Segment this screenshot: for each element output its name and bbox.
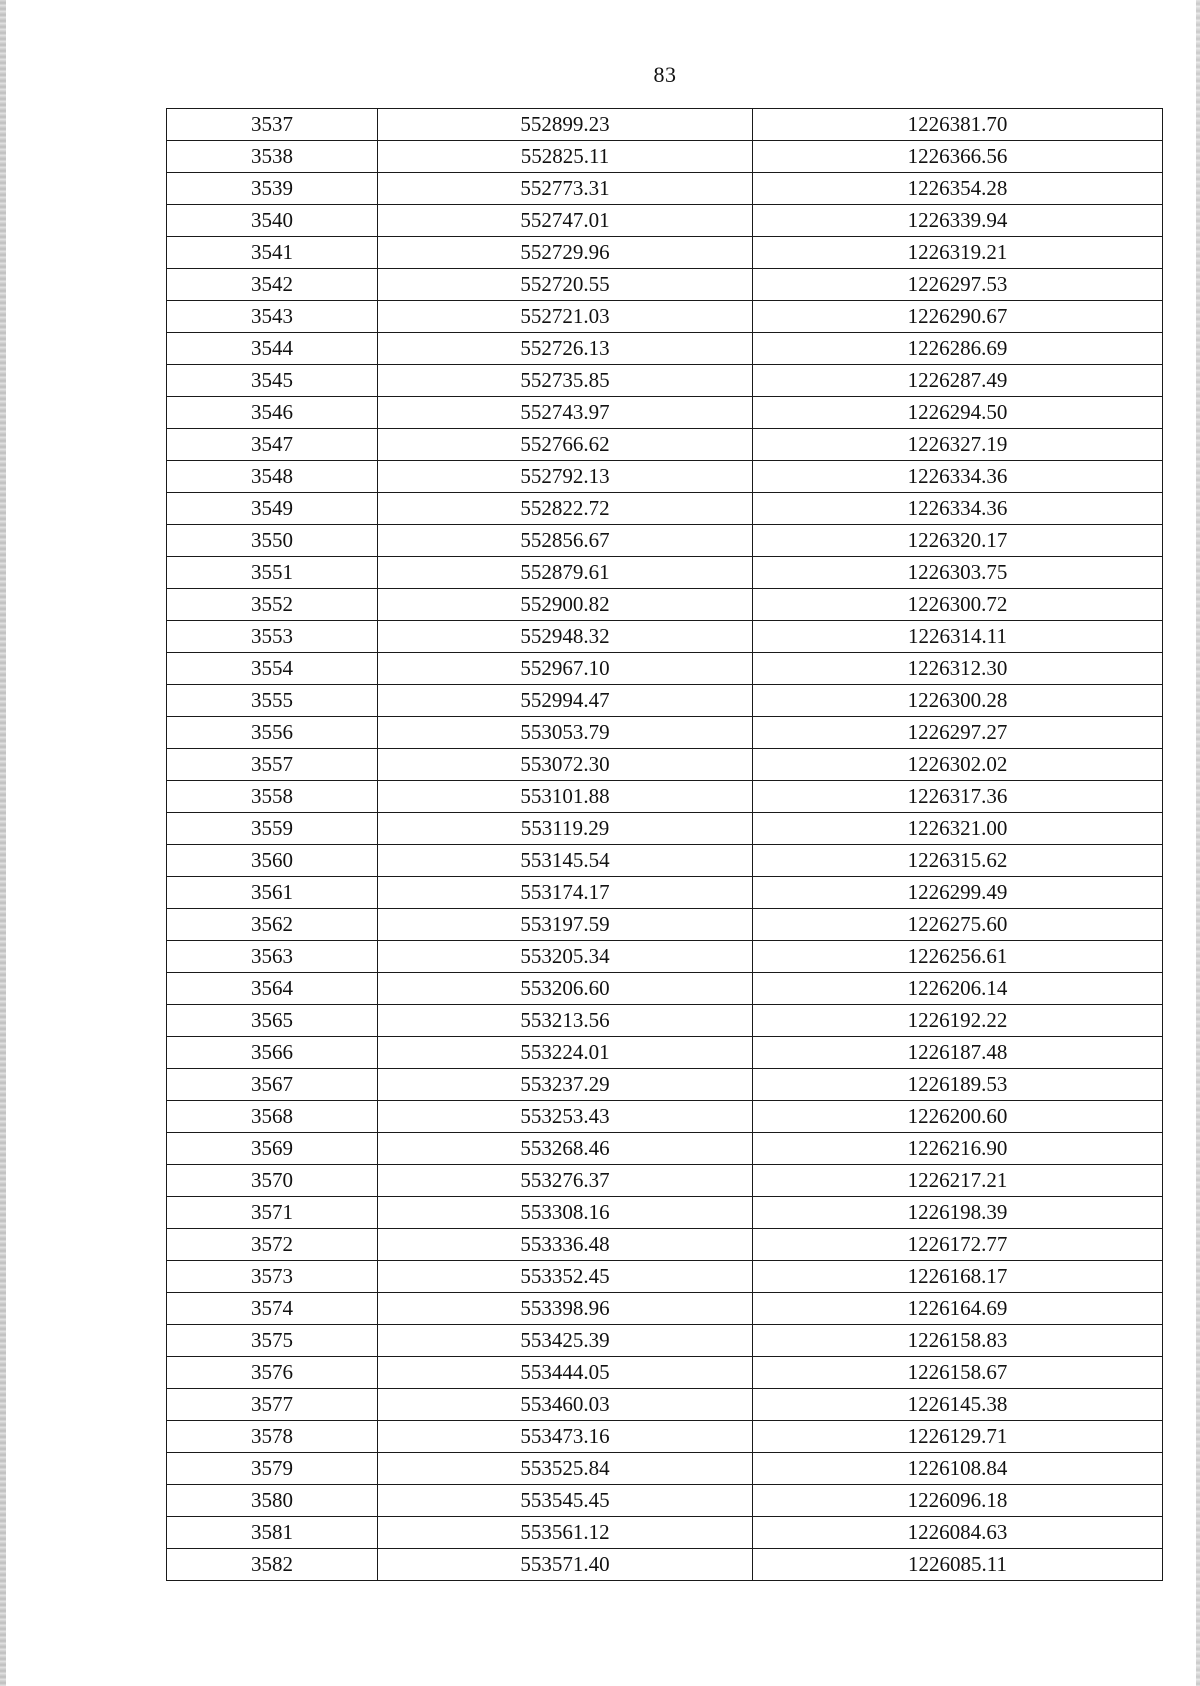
x-coordinate-cell: 553072.30 [378,749,753,781]
x-coordinate-cell: 552879.61 [378,557,753,589]
x-coordinate-cell: 552994.47 [378,685,753,717]
x-coordinate-cell: 552967.10 [378,653,753,685]
point-number-cell: 3570 [167,1165,378,1197]
point-number-cell: 3566 [167,1037,378,1069]
point-number-cell: 3579 [167,1453,378,1485]
table-row [167,1453,1163,1485]
table-row [167,909,1163,941]
x-coordinate-cell: 553213.56 [378,1005,753,1037]
point-number-cell: 3558 [167,781,378,813]
x-coordinate-cell: 553571.40 [378,1549,753,1581]
point-number-cell: 3560 [167,845,378,877]
y-coordinate-cell: 1226334.36 [753,493,1163,525]
table-row [167,1005,1163,1037]
table-row [167,749,1163,781]
point-number-cell: 3553 [167,621,378,653]
x-coordinate-cell: 553425.39 [378,1325,753,1357]
table-row [167,557,1163,589]
x-coordinate-cell: 552773.31 [378,173,753,205]
x-coordinate-cell: 552900.82 [378,589,753,621]
x-coordinate-cell: 553398.96 [378,1293,753,1325]
point-number-cell: 3539 [167,173,378,205]
table-row [167,813,1163,845]
point-number-cell: 3556 [167,717,378,749]
table-row [167,493,1163,525]
point-number-cell: 3578 [167,1421,378,1453]
table-row [167,333,1163,365]
table-row [167,685,1163,717]
y-coordinate-cell: 1226206.14 [753,973,1163,1005]
point-number-cell: 3548 [167,461,378,493]
x-coordinate-cell: 553268.46 [378,1133,753,1165]
y-coordinate-cell: 1226192.22 [753,1005,1163,1037]
table-row [167,1165,1163,1197]
x-coordinate-cell: 552825.11 [378,141,753,173]
y-coordinate-cell: 1226312.30 [753,653,1163,685]
x-coordinate-cell: 553525.84 [378,1453,753,1485]
y-coordinate-cell: 1226314.11 [753,621,1163,653]
point-number-cell: 3581 [167,1517,378,1549]
y-coordinate-cell: 1226287.49 [753,365,1163,397]
x-coordinate-cell: 553101.88 [378,781,753,813]
y-coordinate-cell: 1226319.21 [753,237,1163,269]
y-coordinate-cell: 1226164.69 [753,1293,1163,1325]
y-coordinate-cell: 1226317.36 [753,781,1163,813]
point-number-cell: 3551 [167,557,378,589]
point-number-cell: 3562 [167,909,378,941]
table-row [167,205,1163,237]
y-coordinate-cell: 1226084.63 [753,1517,1163,1549]
y-coordinate-cell: 1226303.75 [753,557,1163,589]
y-coordinate-cell: 1226286.69 [753,333,1163,365]
point-number-cell: 3545 [167,365,378,397]
x-coordinate-cell: 552899.23 [378,109,753,141]
point-number-cell: 3554 [167,653,378,685]
x-coordinate-cell: 553444.05 [378,1357,753,1389]
table-row [167,621,1163,653]
y-coordinate-cell: 1226381.70 [753,109,1163,141]
x-coordinate-cell: 552735.85 [378,365,753,397]
table-row [167,1133,1163,1165]
point-number-cell: 3540 [167,205,378,237]
x-coordinate-cell: 553224.01 [378,1037,753,1069]
y-coordinate-cell: 1226198.39 [753,1197,1163,1229]
table-row [167,1197,1163,1229]
y-coordinate-cell: 1226320.17 [753,525,1163,557]
table-row [167,1261,1163,1293]
point-number-cell: 3561 [167,877,378,909]
table-row [167,973,1163,1005]
x-coordinate-cell: 552747.01 [378,205,753,237]
point-number-cell: 3569 [167,1133,378,1165]
x-coordinate-cell: 553473.16 [378,1421,753,1453]
table-row [167,1069,1163,1101]
table-row [167,781,1163,813]
x-coordinate-cell: 553145.54 [378,845,753,877]
y-coordinate-cell: 1226297.27 [753,717,1163,749]
y-coordinate-cell: 1226172.77 [753,1229,1163,1261]
coordinate-table-container [166,108,1162,1581]
table-row [167,141,1163,173]
x-coordinate-cell: 552729.96 [378,237,753,269]
point-number-cell: 3538 [167,141,378,173]
y-coordinate-cell: 1226168.17 [753,1261,1163,1293]
y-coordinate-cell: 1226334.36 [753,461,1163,493]
table-row [167,653,1163,685]
table-row [167,365,1163,397]
x-coordinate-cell: 553053.79 [378,717,753,749]
point-number-cell: 3568 [167,1101,378,1133]
point-number-cell: 3543 [167,301,378,333]
table-row [167,1389,1163,1421]
table-row [167,269,1163,301]
table-row [167,1101,1163,1133]
point-number-cell: 3542 [167,269,378,301]
y-coordinate-cell: 1226085.11 [753,1549,1163,1581]
point-number-cell: 3559 [167,813,378,845]
x-coordinate-cell: 552766.62 [378,429,753,461]
point-number-cell: 3544 [167,333,378,365]
x-coordinate-cell: 552792.13 [378,461,753,493]
point-number-cell: 3574 [167,1293,378,1325]
point-number-cell: 3557 [167,749,378,781]
y-coordinate-cell: 1226189.53 [753,1069,1163,1101]
scan-edge-right [1196,0,1200,1686]
y-coordinate-cell: 1226321.00 [753,813,1163,845]
y-coordinate-cell: 1226158.83 [753,1325,1163,1357]
y-coordinate-cell: 1226187.48 [753,1037,1163,1069]
table-row [167,589,1163,621]
x-coordinate-cell: 553253.43 [378,1101,753,1133]
y-coordinate-cell: 1226108.84 [753,1453,1163,1485]
y-coordinate-cell: 1226339.94 [753,205,1163,237]
x-coordinate-cell: 553460.03 [378,1389,753,1421]
x-coordinate-cell: 553205.34 [378,941,753,973]
x-coordinate-cell: 552822.72 [378,493,753,525]
x-coordinate-cell: 552720.55 [378,269,753,301]
y-coordinate-cell: 1226096.18 [753,1485,1163,1517]
point-number-cell: 3550 [167,525,378,557]
y-coordinate-cell: 1226275.60 [753,909,1163,941]
coordinate-table-body [167,109,1163,1581]
x-coordinate-cell: 553352.45 [378,1261,753,1293]
point-number-cell: 3547 [167,429,378,461]
x-coordinate-cell: 553336.48 [378,1229,753,1261]
table-row [167,525,1163,557]
coordinate-table [166,108,1163,1581]
x-coordinate-cell: 553119.29 [378,813,753,845]
table-row [167,1325,1163,1357]
point-number-cell: 3541 [167,237,378,269]
table-row [167,1229,1163,1261]
table-row [167,1037,1163,1069]
x-coordinate-cell: 553174.17 [378,877,753,909]
point-number-cell: 3576 [167,1357,378,1389]
y-coordinate-cell: 1226315.62 [753,845,1163,877]
point-number-cell: 3537 [167,109,378,141]
y-coordinate-cell: 1226129.71 [753,1421,1163,1453]
y-coordinate-cell: 1226327.19 [753,429,1163,461]
x-coordinate-cell: 552948.32 [378,621,753,653]
table-row [167,941,1163,973]
scan-edge-left [0,0,6,1686]
x-coordinate-cell: 553276.37 [378,1165,753,1197]
table-row [167,1293,1163,1325]
y-coordinate-cell: 1226256.61 [753,941,1163,973]
y-coordinate-cell: 1226294.50 [753,397,1163,429]
table-row [167,717,1163,749]
page-number: 83 [653,62,677,87]
point-number-cell: 3563 [167,941,378,973]
table-row [167,1357,1163,1389]
point-number-cell: 3549 [167,493,378,525]
point-number-cell: 3555 [167,685,378,717]
point-number-cell: 3580 [167,1485,378,1517]
x-coordinate-cell: 552721.03 [378,301,753,333]
table-row [167,1485,1163,1517]
point-number-cell: 3546 [167,397,378,429]
table-row [167,397,1163,429]
point-number-cell: 3565 [167,1005,378,1037]
table-row [167,1517,1163,1549]
y-coordinate-cell: 1226217.21 [753,1165,1163,1197]
y-coordinate-cell: 1226366.56 [753,141,1163,173]
point-number-cell: 3573 [167,1261,378,1293]
point-number-cell: 3582 [167,1549,378,1581]
x-coordinate-cell: 553197.59 [378,909,753,941]
point-number-cell: 3572 [167,1229,378,1261]
table-row [167,301,1163,333]
y-coordinate-cell: 1226200.60 [753,1101,1163,1133]
x-coordinate-cell: 552856.67 [378,525,753,557]
table-row [167,429,1163,461]
x-coordinate-cell: 552726.13 [378,333,753,365]
table-row [167,173,1163,205]
x-coordinate-cell: 553237.29 [378,1069,753,1101]
y-coordinate-cell: 1226302.02 [753,749,1163,781]
y-coordinate-cell: 1226145.38 [753,1389,1163,1421]
y-coordinate-cell: 1226300.28 [753,685,1163,717]
table-row [167,237,1163,269]
point-number-cell: 3577 [167,1389,378,1421]
point-number-cell: 3552 [167,589,378,621]
x-coordinate-cell: 553545.45 [378,1485,753,1517]
table-row [167,877,1163,909]
x-coordinate-cell: 553206.60 [378,973,753,1005]
table-row [167,461,1163,493]
table-row [167,1549,1163,1581]
y-coordinate-cell: 1226354.28 [753,173,1163,205]
point-number-cell: 3567 [167,1069,378,1101]
point-number-cell: 3564 [167,973,378,1005]
table-row [167,109,1163,141]
y-coordinate-cell: 1226297.53 [753,269,1163,301]
y-coordinate-cell: 1226216.90 [753,1133,1163,1165]
y-coordinate-cell: 1226300.72 [753,589,1163,621]
point-number-cell: 3575 [167,1325,378,1357]
y-coordinate-cell: 1226290.67 [753,301,1163,333]
x-coordinate-cell: 553561.12 [378,1517,753,1549]
table-row [167,845,1163,877]
table-row [167,1421,1163,1453]
point-number-cell: 3571 [167,1197,378,1229]
x-coordinate-cell: 553308.16 [378,1197,753,1229]
y-coordinate-cell: 1226299.49 [753,877,1163,909]
y-coordinate-cell: 1226158.67 [753,1357,1163,1389]
x-coordinate-cell: 552743.97 [378,397,753,429]
